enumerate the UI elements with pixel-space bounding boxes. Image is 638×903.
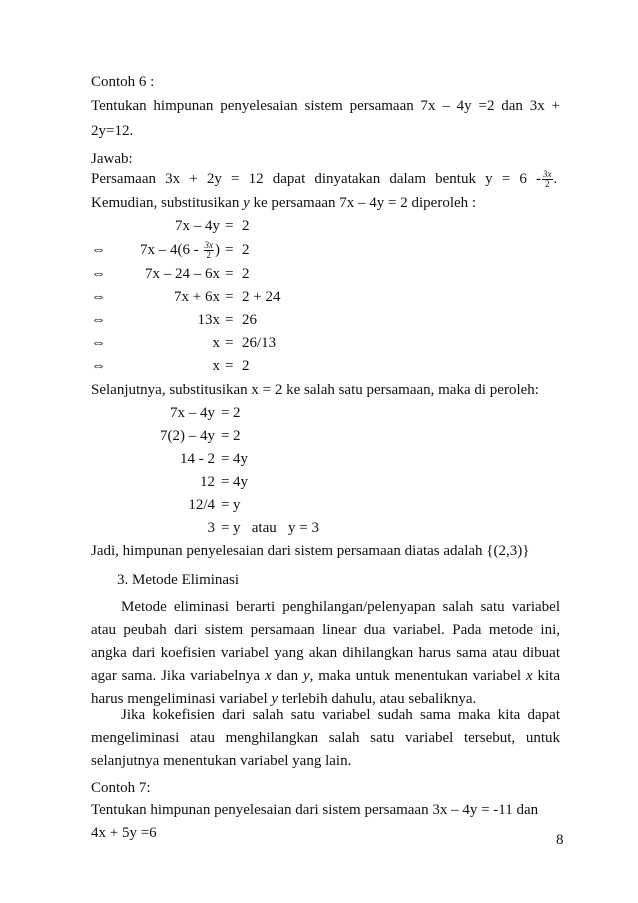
step-lhs: 7x + 6x	[174, 289, 220, 305]
step-lhs: 7x – 4y	[175, 218, 220, 234]
equivalence-arrow: ⇔	[91, 242, 106, 258]
step2-row	[0, 403, 638, 423]
step2-row	[0, 518, 638, 538]
step2-equals: =	[221, 451, 230, 467]
step2-rhs: y atau y = 3	[233, 520, 319, 536]
step-row	[0, 356, 638, 376]
step-equals: =	[225, 218, 234, 234]
step2-row	[0, 472, 638, 492]
step-equals: =	[225, 358, 234, 374]
paragraph-text: terlebih dahulu, atau sebaliknya.	[278, 691, 477, 707]
step2-row	[0, 495, 638, 515]
section-heading: 3. Metode Eliminasi	[117, 572, 240, 588]
equivalence-arrow: ⇔	[91, 266, 106, 282]
step2-lhs: 14 - 2	[180, 451, 215, 467]
step2-lhs: 12/4	[188, 497, 215, 513]
step-lhs: x	[212, 335, 220, 351]
variable-y: y	[271, 691, 279, 707]
step-equals: =	[225, 335, 234, 351]
step-lhs	[140, 240, 220, 260]
step-equals: =	[225, 242, 234, 258]
fraction-3x-over-2	[542, 170, 553, 189]
paragraph-text: Metode eliminasi berarti penghilangan/pelenyapan salah satu variabel atau peubah dari sistem persamaan linear dua variabel. Pada metode ini, angka dari koefisien variabel yang akan dihilangkan harus sama atau dibuat agar sama. Jika variabelnya	[91, 599, 560, 684]
variable-x: x	[264, 668, 272, 684]
step2-equals: =	[221, 428, 230, 444]
step-rhs: 2	[242, 218, 250, 234]
step-lhs-post: )	[215, 242, 220, 258]
variable-y: y	[302, 668, 310, 684]
step-row	[0, 310, 638, 330]
step2-equals: =	[221, 405, 230, 421]
step2-equals: =	[221, 497, 230, 513]
example-7-problem-line-1: Tentukan himpunan penyelesaian dari sistem persamaan 3x – 4y = -11 dan	[91, 802, 539, 818]
step-lhs: 7x – 24 – 6x	[145, 266, 220, 282]
step-equals: =	[225, 312, 234, 328]
step-row	[0, 264, 638, 284]
step-rhs: 2	[242, 266, 250, 282]
step-row	[0, 333, 638, 353]
variable-x: x	[525, 668, 533, 684]
step-rhs: 2	[242, 358, 250, 374]
step-rhs: 26	[242, 312, 257, 328]
instruction-variable-y: y	[243, 195, 250, 211]
example-6-problem-line-2: 2y=12.	[91, 123, 134, 139]
step2-rhs: 4y	[233, 451, 248, 467]
paragraph-elimination-method	[91, 596, 560, 711]
equivalence-arrow: ⇔	[91, 312, 106, 328]
paragraph-text: kita harus mengeliminasi variabel	[91, 668, 560, 707]
step-rhs: 26/13	[242, 335, 277, 351]
fraction-numerator: 3x	[543, 169, 552, 180]
step2-equals: =	[221, 520, 230, 536]
equivalence-arrow: ⇔	[91, 358, 106, 374]
fraction-numerator: 3x	[204, 240, 213, 251]
step-equals: =	[225, 289, 234, 305]
step2-lhs: 3	[207, 520, 215, 536]
step-row	[0, 216, 638, 236]
example-6-conclusion: Jadi, himpunan penyelesaian dari sistem persamaan diatas adalah {(2,3)}	[91, 543, 530, 559]
instruction-text-a: Kemudian, substitusikan	[91, 195, 244, 211]
paragraph-coefficient	[91, 704, 560, 773]
equivalence-arrow: ⇔	[91, 335, 106, 351]
substitution-instruction	[91, 193, 476, 213]
equivalence-arrow: ⇔	[91, 289, 106, 305]
step2-row	[0, 426, 638, 446]
instruction-text-b: ke persamaan 7x – 4y = 2 diperoleh :	[249, 195, 477, 211]
step-row	[0, 287, 638, 307]
example-7-problem-line-2: 4x + 5y =6	[91, 825, 157, 841]
step2-lhs: 7(2) – 4y	[160, 428, 215, 444]
example-7-title: Contoh 7:	[91, 780, 151, 796]
substitution-statement	[91, 169, 560, 189]
step2-rhs: 2	[233, 428, 241, 444]
step-lhs: x	[212, 358, 220, 374]
step-row	[0, 240, 638, 260]
step-lhs-pre: 7x – 4(6 -	[140, 242, 203, 258]
fraction-denominator: 2	[545, 179, 550, 190]
step2-rhs: 4y	[233, 474, 248, 490]
answer-label: Jawab:	[91, 151, 133, 167]
step2-equals: =	[221, 474, 230, 490]
next-step-text: Selanjutnya, substitusikan x = 2 ke salah satu persamaan, maka di peroleh:	[91, 382, 539, 398]
substitution-period: .	[553, 171, 558, 187]
example-6-title: Contoh 6 :	[91, 74, 155, 90]
step2-lhs: 12	[200, 474, 215, 490]
step2-lhs: 7x – 4y	[170, 405, 215, 421]
example-6-problem-line-1: Tentukan himpunan penyelesaian sistem persamaan 7x – 4y =2 dan 3x +	[91, 98, 560, 114]
step-equals: =	[225, 266, 234, 282]
step-rhs: 2 + 24	[242, 289, 281, 305]
fraction-3x-over-2	[204, 241, 215, 260]
step2-rhs: y	[233, 497, 241, 513]
step-rhs: 2	[242, 242, 250, 258]
fraction-denominator: 2	[206, 250, 211, 261]
step2-row	[0, 449, 638, 469]
step-lhs: 13x	[197, 312, 220, 328]
substitution-text: Persamaan 3x + 2y = 12 dapat dinyatakan dalam bentuk y = 6 -	[91, 171, 541, 187]
paragraph-text: , maka untuk menentukan variabel	[309, 668, 526, 684]
paragraph-text: dan	[271, 668, 303, 684]
paragraph-text: Jika kokefisien dari salah satu variabel sudah sama maka kita dapat mengeliminasi atau menghilangkan salah satu variabel tersebut, untuk selanjutnya menentukan variabel yang lain.	[91, 707, 560, 769]
page-number: 8	[556, 832, 564, 848]
step2-rhs: 2	[233, 405, 241, 421]
